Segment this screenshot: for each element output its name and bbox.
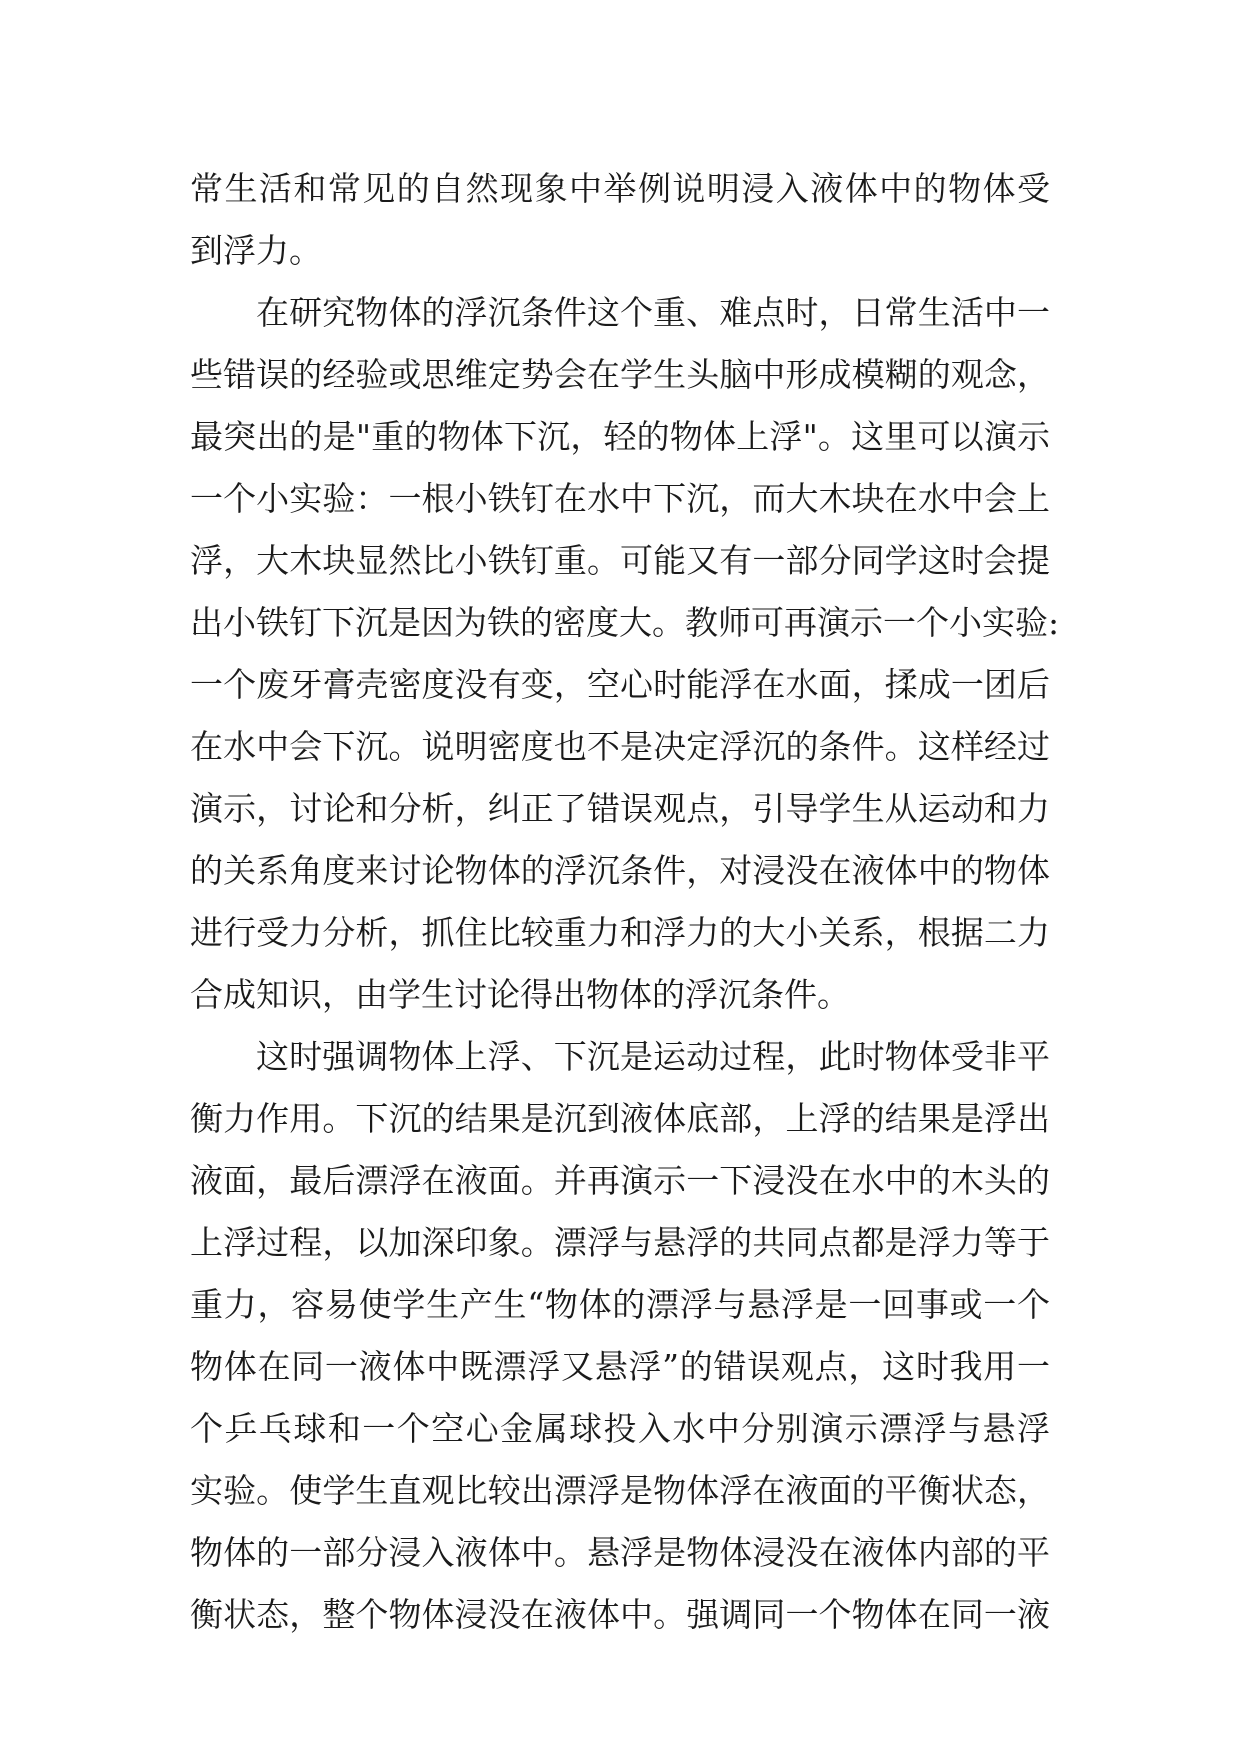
- text-line: 一个小实验：一根小铁钉在水中下沉，而大木块在水中会上: [190, 479, 1050, 518]
- text-line: 物体在同一液体中既漂浮又悬浮”的错误观点，这时我用一: [190, 1347, 1050, 1386]
- text-line: 最突出的是"重的物体下沉，轻的物体上浮"。这里可以演示: [190, 417, 1050, 456]
- paragraph-start-line: 这时强调物体上浮、下沉是运动过程，此时物体受非平: [256, 1037, 1050, 1076]
- text-line: 重力，容易使学生产生“物体的漂浮与悬浮是一回事或一个: [190, 1285, 1050, 1324]
- text-line: 个乒乓球和一个空心金属球投入水中分别演示漂浮与悬浮: [190, 1409, 1050, 1448]
- text-line: 一个废牙膏壳密度没有变，空心时能浮在水面，揉成一团后: [190, 665, 1050, 704]
- text-line: 些错误的经验或思维定势会在学生头脑中形成模糊的观念，: [190, 355, 1050, 394]
- text-line: 上浮过程，以加深印象。漂浮与悬浮的共同点都是浮力等于: [190, 1223, 1050, 1262]
- text-line: 衡状态，整个物体浸没在液体中。强调同一个物体在同一液: [190, 1595, 1050, 1634]
- text-line: 液面，最后漂浮在液面。并再演示一下浸没在水中的木头的: [190, 1161, 1050, 1200]
- paragraph-start-line: 在研究物体的浮沉条件这个重、难点时，日常生活中一: [256, 293, 1050, 332]
- text-line: 常生活和常见的自然现象中举例说明浸入液体中的物体受: [190, 169, 1050, 208]
- text-line: 浮，大木块显然比小铁钉重。可能又有一部分同学这时会提: [190, 541, 1050, 580]
- text-line: 进行受力分析，抓住比较重力和浮力的大小关系，根据二力: [190, 913, 1050, 952]
- text-line: 到浮力。: [190, 231, 322, 270]
- text-line: 出小铁钉下沉是因为铁的密度大。教师可再演示一个小实验:: [190, 603, 1060, 642]
- body-text: [190, 158, 1060, 1646]
- text-line: 物体的一部分浸入液体中。悬浮是物体浸没在液体内部的平: [190, 1533, 1050, 1572]
- text-line: 实验。使学生直观比较出漂浮是物体浮在液面的平衡状态，: [190, 1471, 1050, 1510]
- text-line: 衡力作用。下沉的结果是沉到液体底部，上浮的结果是浮出: [190, 1099, 1050, 1138]
- text-line: 合成知识，由学生讨论得出物体的浮沉条件。: [190, 975, 850, 1014]
- text-line: 演示，讨论和分析，纠正了错误观点，引导学生从运动和力: [190, 789, 1050, 828]
- text-line: 的关系角度来讨论物体的浮沉条件，对浸没在液体中的物体: [190, 851, 1050, 890]
- text-line: 在水中会下沉。说明密度也不是决定浮沉的条件。这样经过: [190, 727, 1050, 766]
